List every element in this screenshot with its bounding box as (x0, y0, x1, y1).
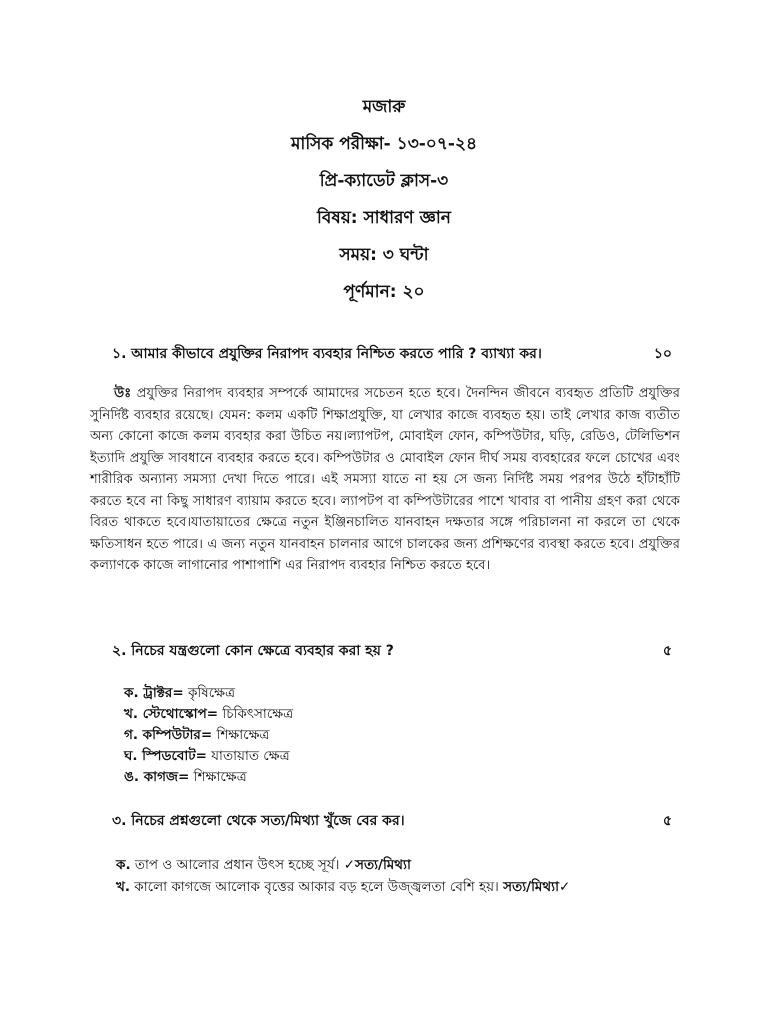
list-item (124, 683, 293, 704)
list-item-term: খ. স্টেথোস্কোপ= (124, 706, 219, 722)
full-marks-line: পূর্ণমান: ২০ (343, 282, 425, 302)
question-1-text: ১. আমার কীভাবে প্রযুক্তির নিরাপদ ব্যবহার নিশ্চিত করতে পারি ? ব্যাখ্যা কর। (112, 346, 542, 362)
question-3-text: ৩. নিচের প্রশ্নগুলো থেকে সত্য/মিথ্যা খুঁজে বের কর। (112, 813, 405, 829)
list-item-term: ঘ. স্পিডবোট= (124, 748, 207, 764)
question-3-marks: ৫ (662, 813, 672, 829)
subject-line: বিষয়: সাধারণ জ্ঞান (317, 208, 451, 228)
true-false-list (116, 854, 570, 898)
exam-title: মাসিক পরীক্ষা- ১৩-০৭-২৪ (290, 134, 478, 154)
question-3 (112, 811, 672, 831)
time-line: সময়: ৩ ঘন্টা (339, 245, 429, 265)
list-item-value: শিক্ষাক্ষেত্র (216, 727, 270, 743)
list-item-text: তাপ ও আলোর প্রধান উৎস হচ্ছে সূর্য। (134, 857, 340, 873)
list-item (124, 746, 293, 767)
list-item-value: কৃষিক্ষেত্র (187, 685, 235, 701)
list-item-term: ক. ট্রাক্টর= (124, 685, 184, 701)
list-item (124, 704, 293, 725)
instrument-list (124, 683, 293, 788)
answer-1 (90, 383, 680, 577)
list-item (116, 876, 570, 898)
question-1 (112, 344, 672, 364)
question-2 (112, 641, 672, 661)
school-name: মজারু (362, 97, 406, 117)
list-item-value: শিক্ষাক্ষেত্র (193, 769, 247, 785)
list-item-term: গ. কম্পিউটার= (124, 727, 213, 743)
true-false-answer: ✓সত্য/মিথ্যা (343, 857, 411, 873)
list-item-key: খ. (116, 879, 130, 895)
list-item (116, 854, 570, 876)
question-2-marks: ৫ (662, 643, 672, 659)
list-item (124, 767, 293, 788)
class-name: প্রি-ক্যাডেট ক্লাস-৩ (319, 171, 449, 191)
answer-label: উঃ (114, 386, 132, 401)
question-1-marks: ১০ (653, 346, 672, 362)
list-item (124, 725, 293, 746)
list-item-term: ঙ. কাগজ= (124, 769, 190, 785)
answer-1-text: প্রযুক্তির নিরাপদ ব্যবহার সম্পর্কে আমাদের সচেতন হতে হবে। দৈনন্দিন জীবনে ব্যবহৃত প্রতিটি প্রযুক্তির সুনির্দিষ্ট ব্যবহার রয়েছে। যেমন: কলম একটি শিক্ষাপ্রযুক্তি, যা লেখার কাজে ব্যবহৃত হয়। তাই লেখার কাজ ব্যতীত অন্য কোনো কাজে কলম ব্যবহার করা উচিত নয়।ল্যাপটপ, মোবাইল ফোন, কম্পিউটার, ঘড়ি, রেডিও, টেলিভিশন ইত্যাদি প্রযুক্তি সাবধানে ব্যবহার করতে হবে। কম্পিউটার ও মোবাইল ফোন দীর্ঘ সময় ব্যবহারের ফলে চোখের এবং শারীরিক অন্যান্য সমস্যা দেখা দিতে পারে। এই সমস্যা যাতে না হয় সে জন্য নির্দিষ্ট সময় পরপর উঠে হাঁটাহাঁটি করতে হবে না কিছু সাধারণ ব্যায়াম করতে হবে। ল্যাপটপ বা কম্পিউটারের পাশে খাবার বা পানীয় গ্রহণ করা থেকে বিরত থাকতে হবে।যাতায়াতের ক্ষেত্রে নতুন ইঞ্জিনচালিত যানবাহন দক্ষতার সঙ্গে পরিচালনা না করলে তা থেকে ক্ষতিসাধন হতে পারে। এ জন্য নতুন যানবাহন চালনার আগে চালকের জন্য প্রশিক্ষণের ব্যবস্থা করতে হবে। প্রযুক্তির কল্যাণকে কাজে লাগানোর পাশাপাশি এর নিরাপদ ব্যবহার নিশ্চিত করতে হবে। (90, 386, 680, 573)
list-item-key: ক. (116, 857, 131, 873)
list-item-value: যাতায়াত ক্ষেত্র (211, 748, 290, 764)
true-false-answer: সত্য/মিথ্যা✓ (503, 879, 571, 895)
list-item-value: চিকিৎসাক্ষেত্র (222, 706, 294, 722)
list-item-text: কালো কাগজে আলোক বৃত্তের আকার বড় হলে উজ্জ্বলতা বেশি হয়। (134, 879, 499, 895)
question-2-text: ২. নিচের যন্ত্রগুলো কোন ক্ষেত্রে ব্যবহার করা হয় ? (112, 643, 394, 659)
